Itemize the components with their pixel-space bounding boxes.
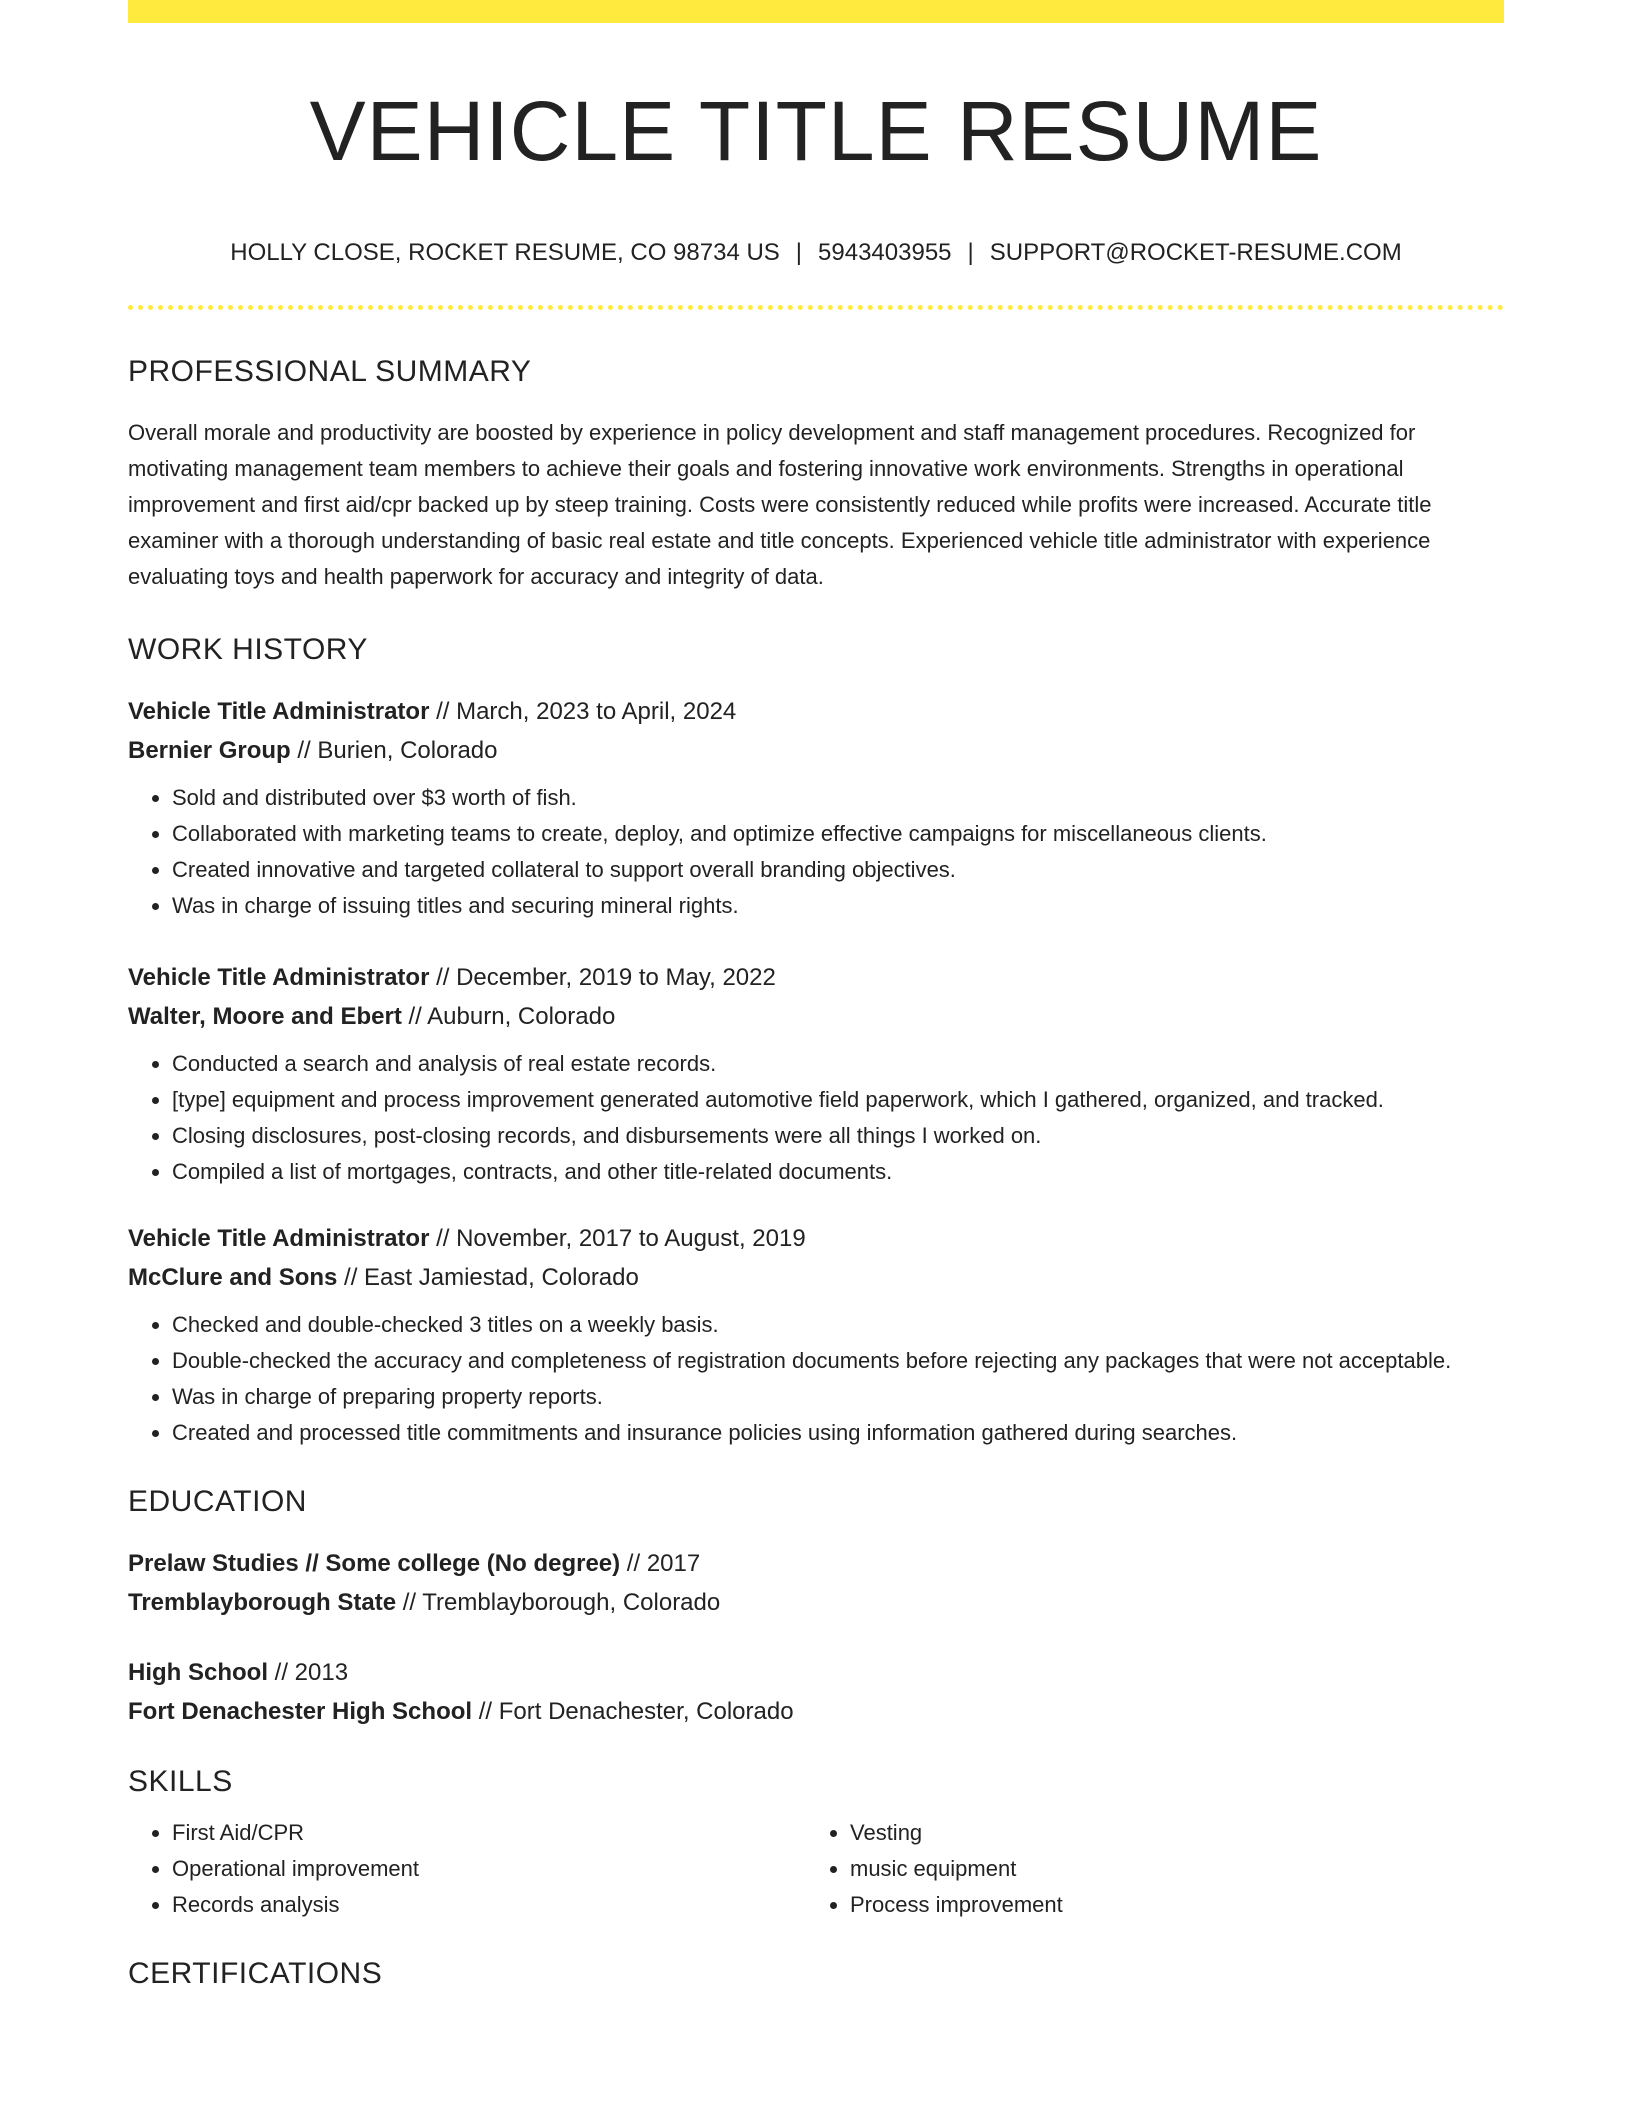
school-line bbox=[128, 1583, 1504, 1622]
job-bullet: • Was in charge of preparing property reports. bbox=[172, 1379, 1504, 1415]
job-title: Vehicle Title Administrator bbox=[128, 1225, 430, 1252]
degree-line bbox=[128, 1544, 1504, 1583]
contact-separator: | bbox=[967, 239, 974, 266]
job-location: // Burien, Colorado bbox=[290, 737, 498, 764]
education-heading: EDUCATION bbox=[128, 1485, 307, 1518]
summary-text: Overall morale and productivity are boosted by experience in policy development and staff management procedures. Recognized for motivating management team members to achieve their goals and fostering innovative work environments. Strengths in operational improvement and first aid/cpr backed up by steep training. Costs were consistently reduced while profits were increased. Accurate title examiner with a thorough understanding of basic real estate and title concepts. Experienced vehicle title administrator with experience evaluating toys and health paperwork for accuracy and integrity of data. bbox=[128, 420, 1432, 589]
certifications-heading: CERTIFICATIONS bbox=[128, 1957, 383, 1990]
skills-heading: SKILLS bbox=[128, 1765, 233, 1798]
school-location: // Tremblayborough, Colorado bbox=[396, 1589, 721, 1616]
skills-grid bbox=[128, 1815, 1504, 1923]
job-bullet-list bbox=[128, 1046, 1504, 1190]
degree-year: // 2017 bbox=[620, 1550, 701, 1577]
contact-separator: | bbox=[795, 239, 803, 266]
job-bullet: • [type] equipment and process improvement generated automotive field paperwork, which I gathered, organized, and tracked. bbox=[172, 1082, 1504, 1118]
degree-name: Prelaw Studies // Some college (No degree) bbox=[128, 1550, 621, 1577]
summary-heading: PROFESSIONAL SUMMARY bbox=[128, 355, 532, 388]
dotted-divider bbox=[128, 305, 1504, 310]
degree-name: High School bbox=[128, 1659, 268, 1686]
job-location: // East Jamiestad, Colorado bbox=[337, 1264, 639, 1291]
job-bullet: • Sold and distributed over $3 worth of fish. bbox=[172, 780, 1504, 816]
skills-column-right bbox=[806, 1815, 1484, 1923]
job-title-line bbox=[128, 1219, 1504, 1258]
job-bullet: • Compiled a list of mortgages, contracts, and other title-related documents. bbox=[172, 1154, 1504, 1190]
job-bullet: • Was in charge of issuing titles and securing mineral rights. bbox=[172, 888, 1504, 924]
job-company-line bbox=[128, 1258, 1504, 1297]
job-bullet: • Created innovative and targeted collateral to support overall branding objectives. bbox=[172, 852, 1504, 888]
education-entry bbox=[128, 1544, 1504, 1622]
skill-item: • music equipment bbox=[850, 1851, 1484, 1887]
job-location: // Auburn, Colorado bbox=[401, 1003, 616, 1030]
job-title-line bbox=[128, 692, 1504, 731]
skill-item: • Records analysis bbox=[172, 1887, 806, 1923]
job-bullet: • Checked and double-checked 3 titles on a weekly basis. bbox=[172, 1307, 1504, 1343]
education-entry bbox=[128, 1653, 1504, 1731]
work-entry bbox=[128, 1219, 1504, 1451]
accent-top-bar bbox=[128, 0, 1504, 23]
skill-item: • Vesting bbox=[850, 1815, 1484, 1851]
job-company: Bernier Group bbox=[128, 737, 291, 764]
job-dates: // December, 2019 to May, 2022 bbox=[429, 964, 776, 991]
contact-address: HOLLY CLOSE, ROCKET RESUME, CO 98734 US bbox=[230, 239, 780, 266]
contact-phone[interactable]: 5943403955 bbox=[818, 239, 952, 266]
job-bullet-list bbox=[128, 780, 1504, 924]
job-title: Vehicle Title Administrator bbox=[128, 964, 430, 991]
job-company: McClure and Sons bbox=[128, 1264, 338, 1291]
skills-column-left bbox=[128, 1815, 806, 1923]
job-bullet: • Collaborated with marketing teams to create, deploy, and optimize effective campaigns for miscellaneous clients. bbox=[172, 816, 1504, 852]
contact-email[interactable]: SUPPORT@ROCKET-RESUME.COM bbox=[989, 239, 1402, 266]
work-history-heading: WORK HISTORY bbox=[128, 633, 368, 666]
school-line bbox=[128, 1692, 1504, 1731]
job-dates: // November, 2017 to August, 2019 bbox=[429, 1225, 806, 1252]
skill-item: • Process improvement bbox=[850, 1887, 1484, 1923]
degree-line bbox=[128, 1653, 1504, 1692]
job-bullet: • Closing disclosures, post-closing records, and disbursements were all things I worked on. bbox=[172, 1118, 1504, 1154]
job-bullet: • Created and processed title commitments and insurance policies using information gathered during searches. bbox=[172, 1415, 1504, 1451]
job-title-line bbox=[128, 958, 1504, 997]
job-company-line bbox=[128, 731, 1504, 770]
resume-title: VEHICLE TITLE RESUME bbox=[309, 84, 1323, 178]
work-entry bbox=[128, 692, 1504, 924]
job-company-line bbox=[128, 997, 1504, 1036]
degree-year: // 2013 bbox=[268, 1659, 349, 1686]
job-dates: // March, 2023 to April, 2024 bbox=[429, 698, 737, 725]
school-location: // Fort Denachester, Colorado bbox=[472, 1698, 794, 1725]
resume-page bbox=[128, 0, 1504, 1989]
skill-item: • Operational improvement bbox=[172, 1851, 806, 1887]
job-title: Vehicle Title Administrator bbox=[128, 698, 430, 725]
job-bullet: • Double-checked the accuracy and completeness of registration documents before rejecting any packages that were not acceptable. bbox=[172, 1343, 1504, 1379]
work-entry bbox=[128, 958, 1504, 1190]
contact-line bbox=[128, 241, 1504, 265]
school-name: Tremblayborough State bbox=[128, 1589, 397, 1616]
skill-item: • First Aid/CPR bbox=[172, 1815, 806, 1851]
job-bullet-list bbox=[128, 1307, 1504, 1451]
school-name: Fort Denachester High School bbox=[128, 1698, 473, 1725]
job-bullet: • Conducted a search and analysis of real estate records. bbox=[172, 1046, 1504, 1082]
job-company: Walter, Moore and Ebert bbox=[128, 1003, 402, 1030]
